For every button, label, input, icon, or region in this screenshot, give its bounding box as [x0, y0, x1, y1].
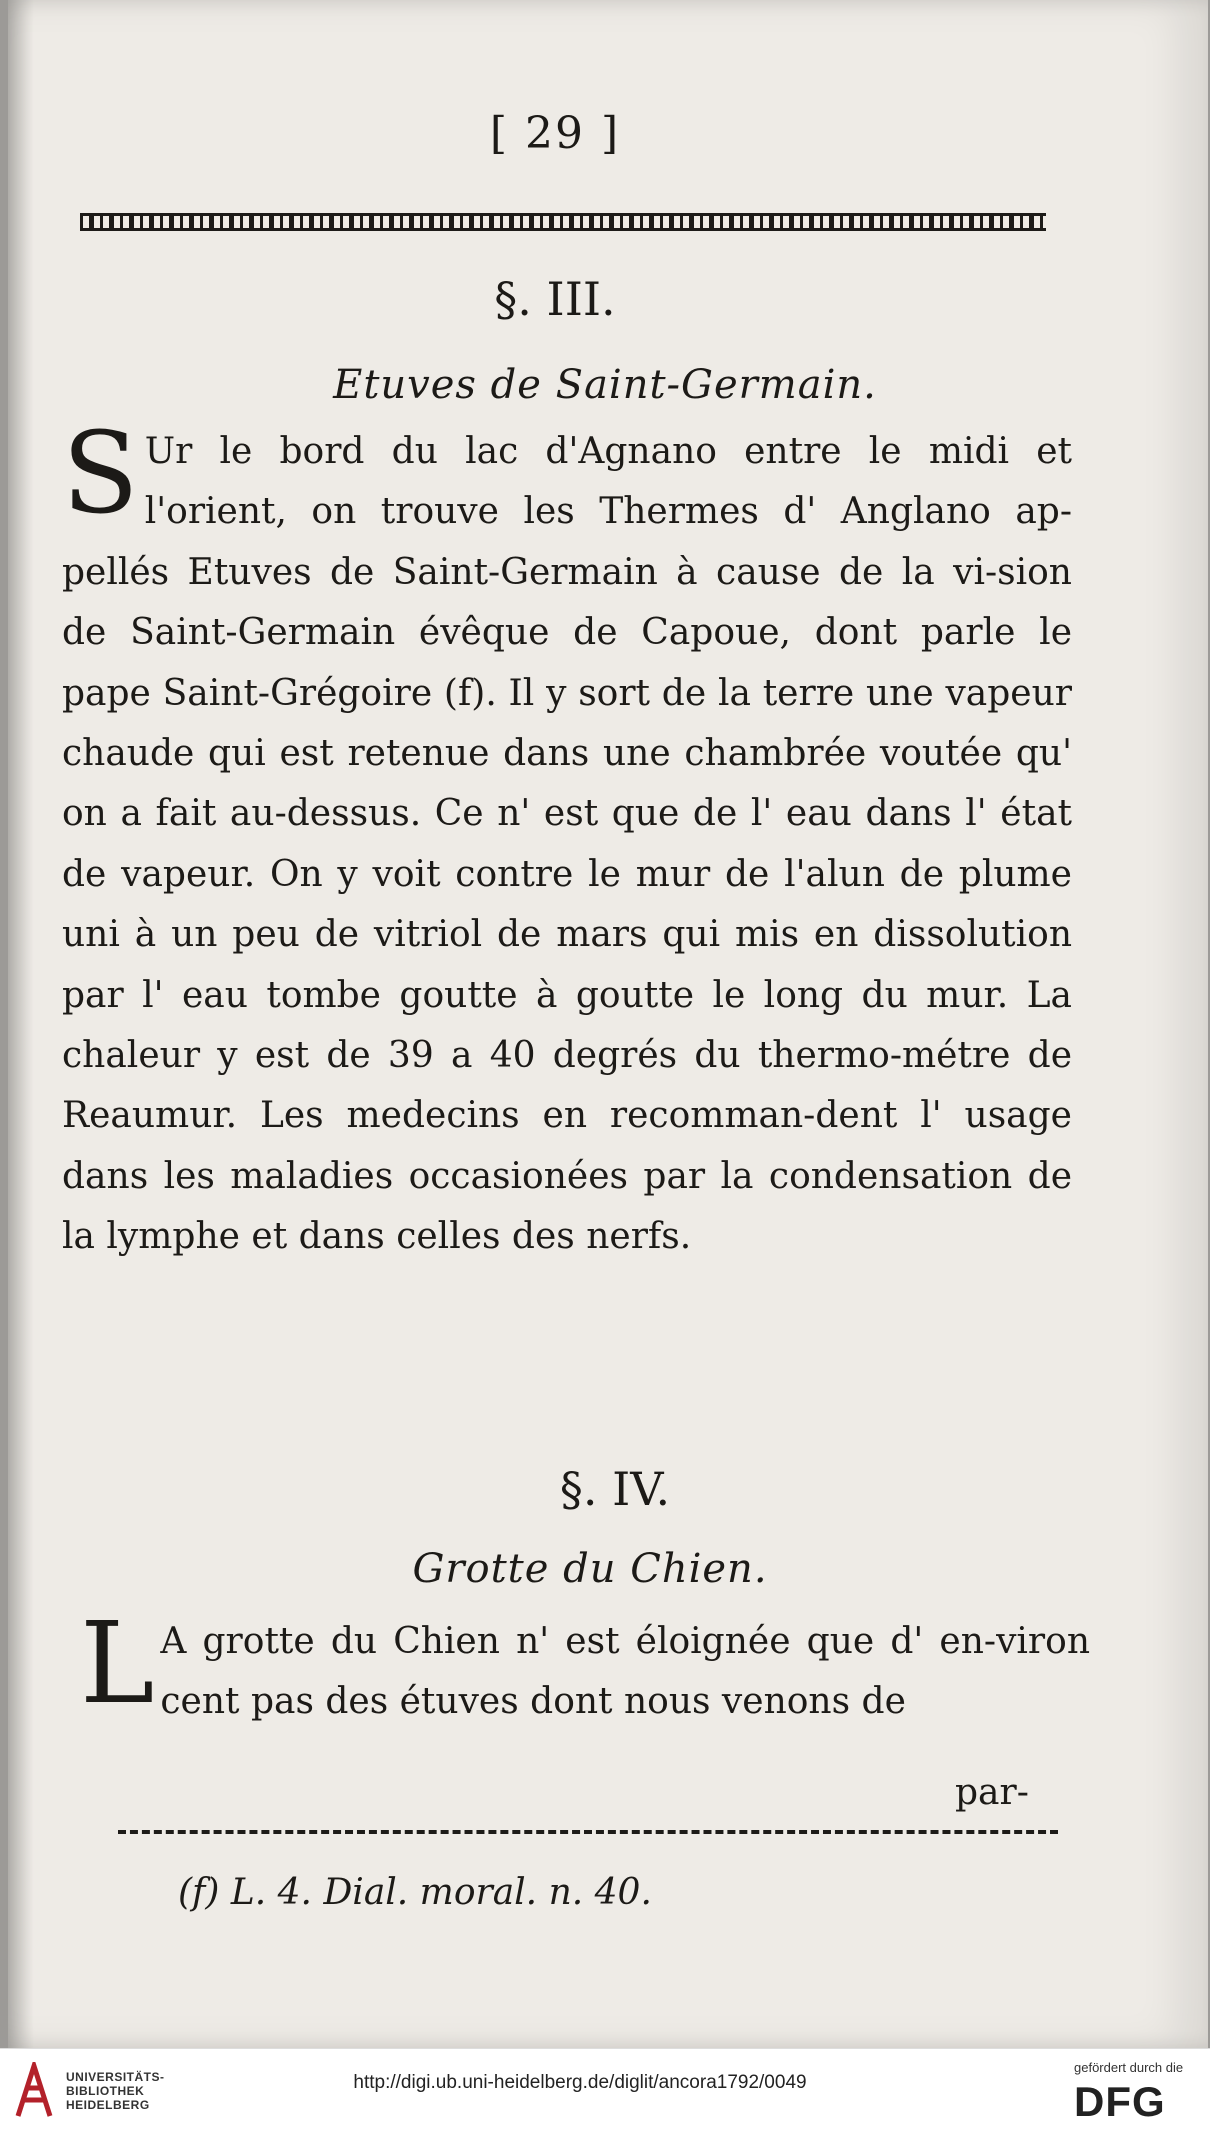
funding-label: gefördert durch die	[1074, 2060, 1184, 2075]
page-number: [ 29 ]	[489, 108, 621, 159]
dfg-logo[interactable]: DFG	[1074, 2078, 1166, 2125]
section-3-paragraph	[62, 409, 1072, 1268]
section-3-text: Ur le bord du lac d'Agnano entre le midi et l'orient, on trouve les Thermes d' Anglano ap-pellés Etuves de Saint-Germain à cause de la vi-sion de Saint-Germain évêque de Capoue, dont parle le pape Saint-Grégoire (f). Il y sort de la terre une vapeur chaude qui est retenue dans une chambrée voutée qu' on a fait au-dessus. Ce n' est que de l' eau dans l' état de vapeur. On y voit contre le mur de l'alun de plume uni à un peu de vitriol de mars qui mis en dissolution par l' eau tombe goutte à goutte le long du mur. La chaleur y est de 39 a 40 degrés du thermo-métre de Reaumur. Les medecins en recomman-dent l' usage dans les maladies occasionées par la condensation de la lymphe et dans celles des nerfs.	[62, 431, 1072, 1258]
footnote-rule	[118, 1830, 1058, 1834]
section-subtitle-4: Grotte du Chien.	[412, 1546, 768, 1592]
footnote: (f) L. 4. Dial. moral. n. 40.	[178, 1872, 652, 1913]
permalink-url[interactable]: http://digi.ub.uni-heidelberg.de/diglit/ancora1792/0049	[353, 2072, 807, 2093]
library-name-line-1: UNIVERSITÄTS-	[66, 2070, 165, 2084]
section-subtitle-3: Etuves de Saint-Germain.	[333, 362, 877, 408]
section-4-paragraph	[80, 1599, 1090, 1733]
drop-cap-l: L	[80, 1599, 155, 1729]
page-gutter-shadow	[8, 0, 34, 2048]
drop-cap-s: S	[62, 409, 139, 539]
library-name-line-2: BIBLIOTHEK	[66, 2084, 145, 2098]
library-name[interactable]	[66, 2070, 165, 2112]
library-name-line-3: HEIDELBERG	[66, 2098, 150, 2112]
library-logo-icon[interactable]	[14, 2062, 54, 2120]
ornamental-rule	[80, 213, 1046, 231]
section-heading-4: §. IV.	[559, 1462, 671, 1516]
section-4-text: A grotte du Chien n' est éloignée que d' en-viron cent pas des étuves dont nous venons de	[160, 1621, 1090, 1723]
section-heading-3: §. III.	[494, 272, 616, 326]
catchword: par-	[955, 1772, 1029, 1813]
